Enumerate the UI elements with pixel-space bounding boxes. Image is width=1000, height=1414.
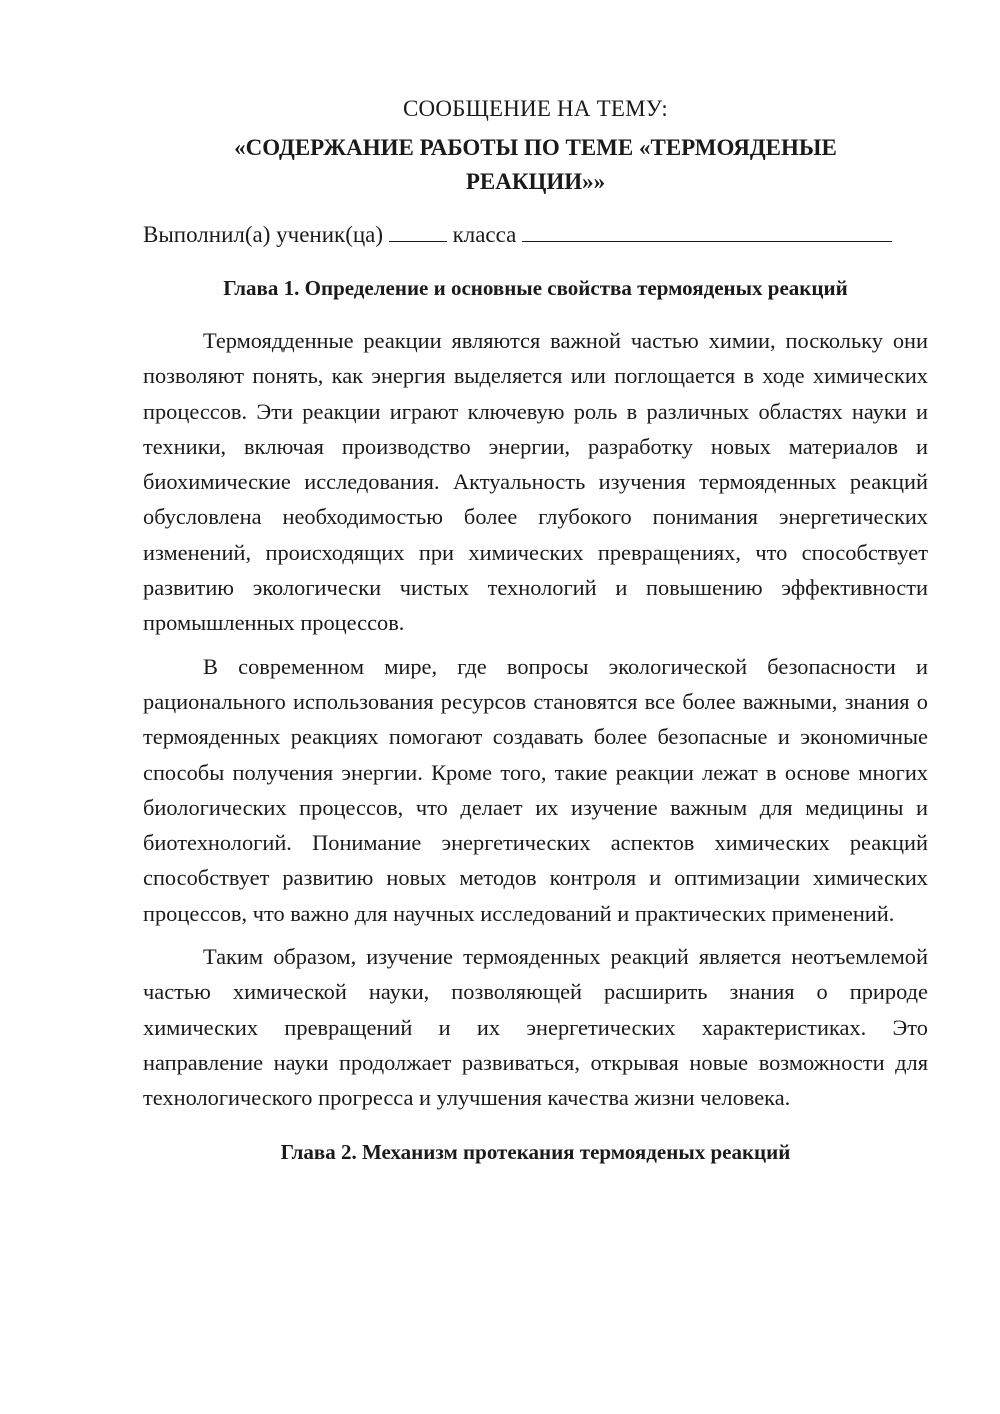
chapter-heading: Глава 1. Определение и основные свойства термояденых реакций <box>223 276 848 300</box>
document-type: СООБЩЕНИЕ НА ТЕМУ: <box>403 96 668 121</box>
document-title: «СОДЕРЖАНИЕ РАБОТЫ ПО ТЕМЕ «ТЕРМОЯДЕНЫЕ РЕАКЦИИ»» <box>234 135 837 194</box>
performed-by-label: Выполнил(а) ученик(ца) <box>143 222 384 247</box>
paragraph: В современном мире, где вопросы экологической безопасности и рационального использования ресурсов становятся все более важными, знания о термояденных реакциях помогают создавать более безопасные и экономичные способы получения энергии. Кроме того, такие реакции лежат в основе многих биологических процессов, что делает их изучение важным для медицины и биотехнологий. Понимание энергетических аспектов химических реакций способствует развитию новых методов контроля и оптимизации химических процессов, что важно для научных исследований и практических применений. <box>143 653 928 926</box>
document-page <box>143 92 928 1187</box>
paragraph: Таким образом, изучение термояденных реакций является неотъемлемой частью химической науки, позволяющей расширить знания о природе химических превращений и их энергетических характеристиках. Это направление науки продолжает развиваться, открывая новые возможности для технологического прогресса и улучшения качества жизни человека. <box>143 944 928 1111</box>
class-label: класса <box>452 222 517 247</box>
student-name-blank <box>522 221 892 242</box>
class-number-blank <box>389 221 447 242</box>
author-line <box>143 218 928 252</box>
paragraph: Термоядденные реакции являются важной частью химии, поскольку они позволяют понять, как энергия выделяется или поглощается в ходе химических процессов. Эти реакции играют ключевую роль в различных областях науки и техники, включая производство энергии, разработку новых материалов и биохимические исследования. Актуальность изучения термояденных реакций обусловлена необходимостью более глубокого понимания энергетических изменений, происходящих при химических превращениях, что способствует развитию экологически чистых технологий и повышению эффективности промышленных процессов. <box>143 328 928 636</box>
chapter-heading: Глава 2. Механизм протекания термояденых реакций <box>280 1139 791 1164</box>
